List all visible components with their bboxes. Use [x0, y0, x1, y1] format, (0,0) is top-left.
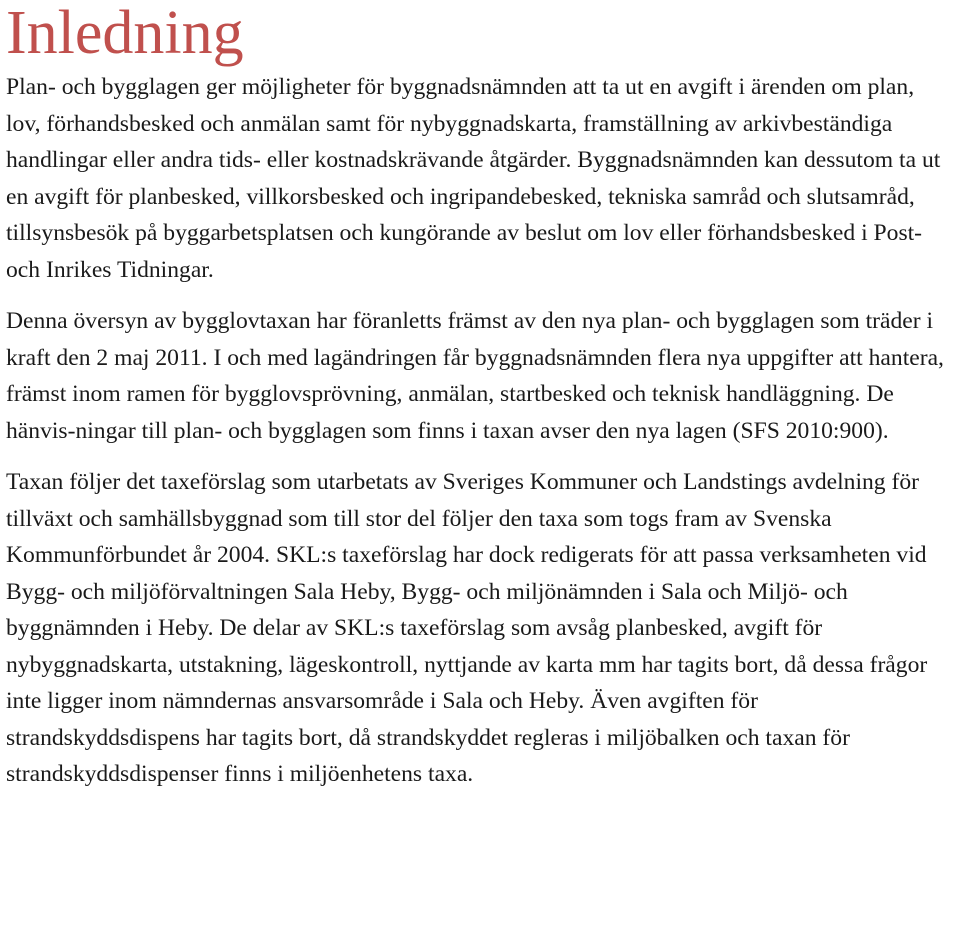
page-title: Inledning: [6, 0, 244, 67]
paragraph-tariff: Taxan följer det taxeförslag som utarbetats av Sveriges Kommuner och Landstings avdelning för tillväxt och samhällsbyggnad som till stor del följer den taxa som togs fram av Svenska Kommunförbundet år 2004. SKL:s taxeförslag har dock redigerats för att passa verksamheten vid Bygg- och miljöförvaltningen Sala Heby, Bygg- och miljönämnden i Sala och Miljö- och byggnämnden i Heby. De delar av SKL:s taxeförslag som avsåg planbesked, avgift för nybyggnadskarta, utstakning, lägeskontroll, nyttjande av karta mm har tagits bort, då dessa frågor inte ligger inom nämndernas ansvarsområde i Sala och Heby. Även avgiften för strandskyddsdispens har tagits bort, då strandskyddet regleras i miljöbalken och taxan för strandskyddsdispenser finns i miljöenhetens taxa.: [6, 469, 928, 787]
paragraph-review: Denna översyn av bygglovtaxan har föranletts främst av den nya plan- och bygglagen som träder i kraft den 2 maj 2011. I och med lagändringen får byggnadsnämnden flera nya uppgifter att hantera, främst inom ramen för bygglovsprövning, anmälan, startbesked och teknisk handläggning. De hänvis-ningar till plan- och bygglagen som finns i taxan avser den nya lagen (SFS 2010:900).: [6, 308, 944, 444]
document-page: [6, 0, 951, 793]
paragraph-intro: Plan- och bygglagen ger möjligheter för byggnadsnämnden att ta ut en avgift i ärenden om plan, lov, förhandsbesked och anmälan samt för nybyggnadskarta, framställning av arkivbeständiga handlingar eller andra tids- eller kostnadskrävande åtgärder. Byggnadsnämnden kan dessutom ta ut en avgift för planbesked, villkorsbesked och ingripandebesked, tekniska samråd och slutsamråd, tillsynsbesök på byggarbetsplatsen och kungörande av beslut om lov eller förhandsbesked i Post- och Inrikes Tidningar.: [6, 74, 941, 283]
